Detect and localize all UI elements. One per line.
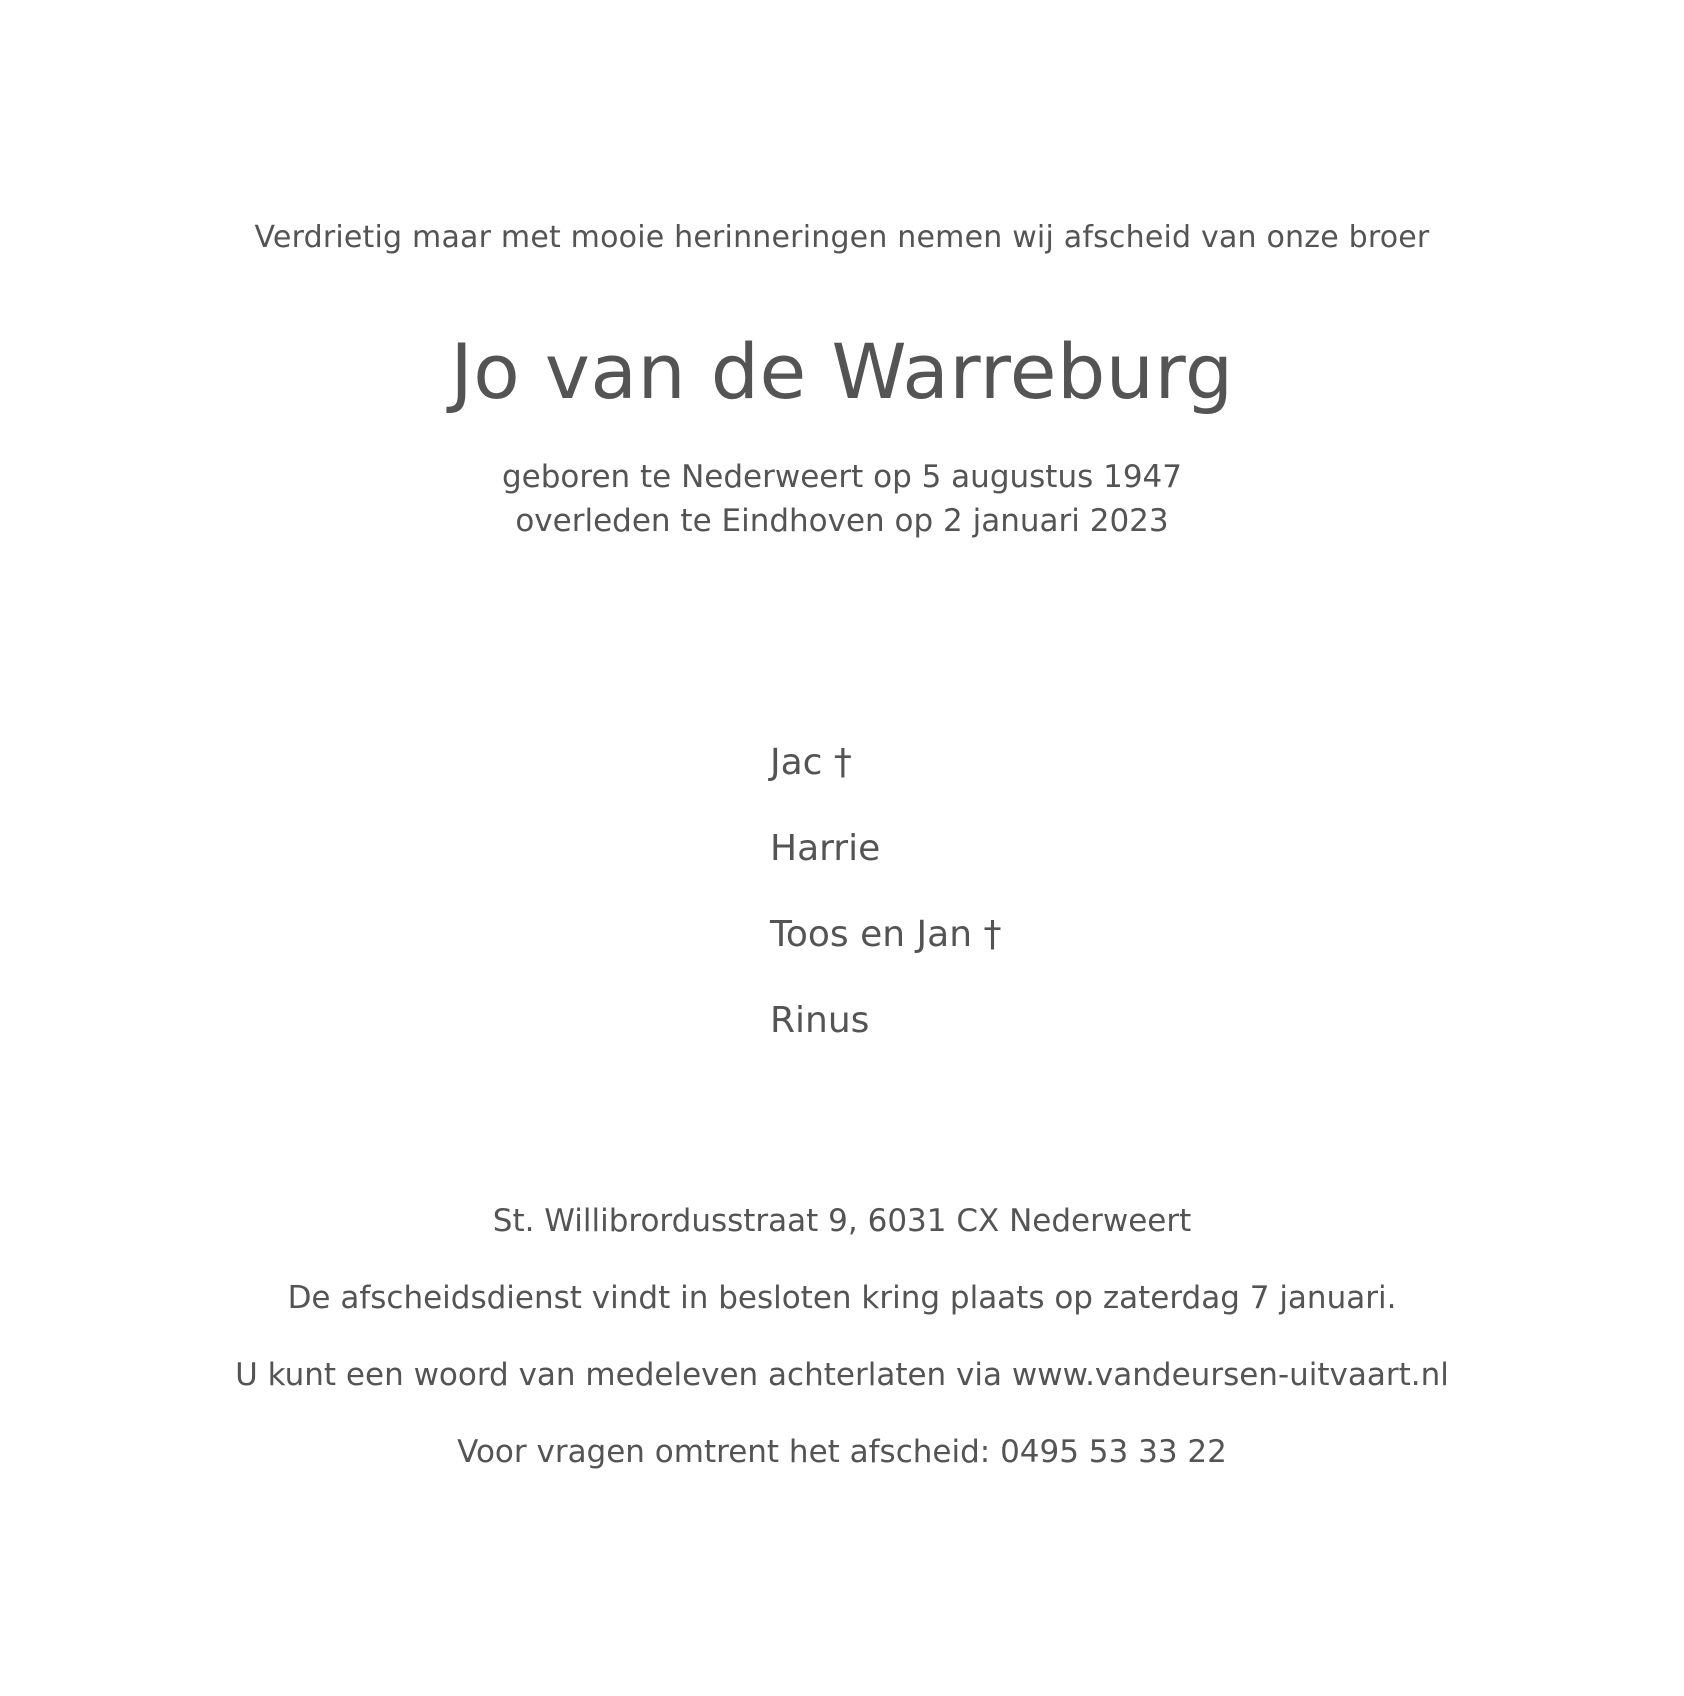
condolence-line: U kunt een woord van medeleven achterlaten via www.vandeursen-uitvaart.nl: [235, 1357, 1449, 1393]
sibling-item: Rinus: [770, 1000, 870, 1041]
sibling-item: Toos en Jan †: [770, 914, 1002, 955]
life-dates: [0, 455, 1684, 543]
address-line: St. Willibrordusstraat 9, 6031 CX Nederweert: [492, 1203, 1192, 1239]
siblings-list: [770, 720, 1001, 1064]
sibling-item: Jac †: [770, 742, 852, 783]
birth-line: geboren te Nederweert op 5 augustus 1947: [501, 459, 1183, 495]
service-line: De afscheidsdienst vindt in besloten kring plaats op zaterdag 7 januari.: [287, 1280, 1397, 1316]
death-line: overleden te Eindhoven op 2 januari 2023: [515, 503, 1169, 539]
deceased-name: Jo van de Warreburg: [450, 327, 1234, 416]
intro-text: Verdrietig maar met mooie herinneringen nemen wij afscheid van onze broer: [254, 220, 1430, 255]
contact-line: Voor vragen omtrent het afscheid: 0495 53 33 22: [457, 1434, 1227, 1470]
sibling-item: Harrie: [770, 828, 881, 869]
